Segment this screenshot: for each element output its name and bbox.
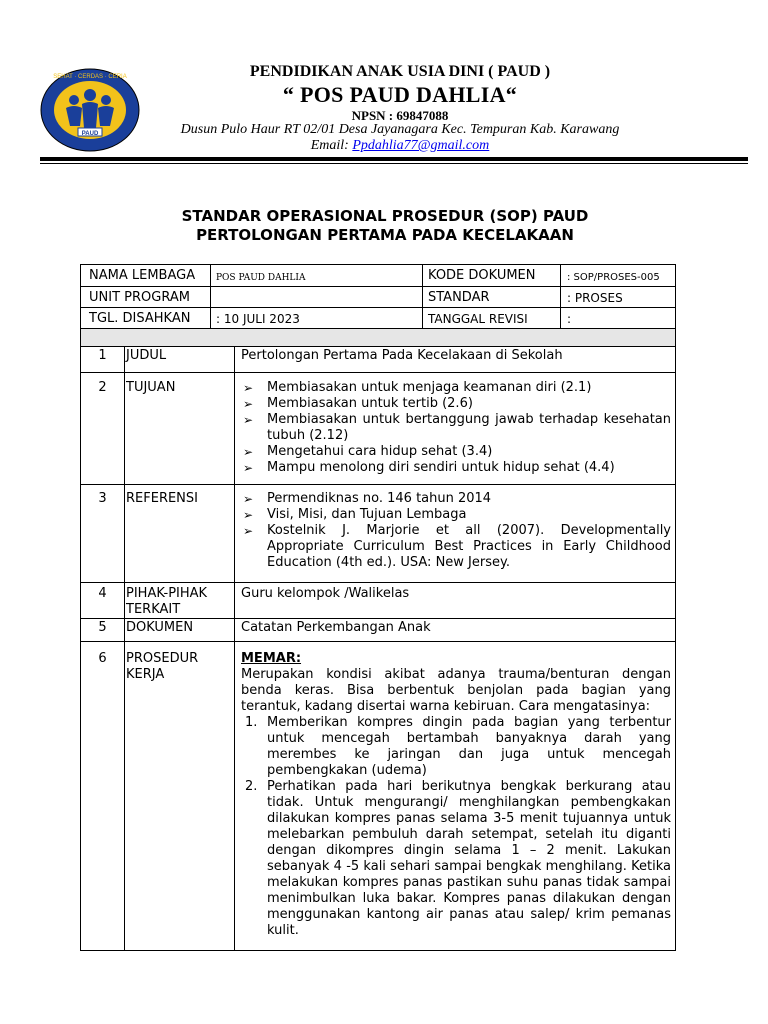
sop-table: [80, 264, 676, 951]
step-number: 2.: [245, 779, 258, 794]
row-dokumen-label: DOKUMEN: [126, 620, 194, 635]
step-text: Memberikan kompres dingin pada bagian yang terbentur untuk mencegah bertambah banyaknya darah yang merembes ke jaringan dan juga untuk mencegah pembengkakan (udema): [267, 715, 671, 778]
row-prosedur-content: [241, 651, 671, 939]
list-item: ➢ Membiasakan untuk tertib (2.6): [241, 396, 671, 412]
list-item: ➢ Mampu menolong diri sendiri untuk hidup sehat (4.4): [241, 460, 671, 476]
separator-row: [81, 328, 675, 346]
prosedur-intro: Merupakan kondisi akibat adanya trauma/benturan dengan benda keras. Bisa berbentuk benjolan pada bagian yang terantuk, kadang disertai warna kebiruan. Cara mengatasinya:: [241, 667, 671, 714]
prosedur-heading: MEMAR:: [241, 651, 302, 666]
email-label: Email:: [310, 138, 349, 153]
list-item: [241, 779, 671, 939]
nama-lembaga-label: NAMA LEMBAGA: [89, 268, 196, 283]
row-referensi-no: 3: [98, 491, 107, 506]
row-referensi-label: REFERENSI: [126, 491, 198, 506]
row-pihak-text: Guru kelompok /Walikelas: [241, 586, 410, 601]
institution-name: “ POS PAUD DAHLIA“: [282, 82, 518, 107]
tanggal-revisi-label: TANGGAL REVISI: [428, 312, 528, 326]
row-judul-label: JUDUL: [126, 348, 167, 363]
row-referensi-content: [241, 491, 671, 571]
email-link[interactable]: Ppdahlia77@gmail.com: [352, 138, 490, 153]
doc-title-line1: STANDAR OPERASIONAL PROSEDUR (SOP) PAUD: [181, 207, 589, 225]
standar-label: STANDAR: [428, 290, 490, 305]
doc-title-line2: PERTOLONGAN PERTAMA PADA KECELAKAAN: [196, 226, 574, 244]
row-tujuan-no: 2: [98, 380, 107, 395]
row-prosedur-no: 6: [98, 651, 107, 666]
row-prosedur-label: PROSEDUR KERJA: [126, 651, 199, 682]
logo-top-text: SEHAT · CERDAS · CERIA: [53, 74, 127, 80]
list-item: ➢ Permendiknas no. 146 tahun 2014: [241, 491, 671, 507]
list-item: [241, 715, 671, 779]
step-text: Perhatikan pada hari berikutnya bengkak berkurang atau tidak. Untuk mengurangi/ menghilangkan pembengkakan dilakukan kompres panas selama 3-5 menit tujuannya untuk melebarkan pembuluh darah setempat, setelah itu diganti dengan dikompres dingin selama 1 – 2 menit. Lakukan sebanyak 4 -5 kali sehari sampai bengkak menghilang. Ketika melakukan kompres panas pastikan suhu panas tidak sampai menimbulkan luka bakar. Kompres panas dilakukan dengan menggunakan kantong air panas atau salep/ krim pemanas kulit.: [267, 779, 671, 938]
row-judul-text: Pertolongan Pertama Pada Kecelakaan di Sekolah: [241, 348, 563, 363]
row-judul-no: 1: [98, 348, 107, 363]
row-tujuan-label: TUJUAN: [126, 380, 176, 395]
institution-type: PENDIDIKAN ANAK USIA DINI ( PAUD ): [249, 63, 551, 80]
list-item: ➢ Membiasakan untuk menjaga keamanan diri (2.1): [241, 380, 671, 396]
row-dokumen-text: Catatan Perkembangan Anak: [241, 620, 431, 635]
tanggal-revisi-value: :: [567, 312, 572, 326]
list-item: ➢ Mengetahui cara hidup sehat (3.4): [241, 444, 671, 460]
npsn: NPSN : 69847088: [351, 108, 449, 123]
standar-value: : PROSES: [567, 291, 623, 305]
header-rule-thin: [40, 163, 748, 164]
step-number: 1.: [245, 715, 258, 730]
row-dokumen-no: 5: [98, 620, 107, 635]
unit-program-label: UNIT PROGRAM: [89, 290, 190, 305]
kode-dokumen-label: KODE DOKUMEN: [428, 268, 536, 283]
list-item: ➢ Kostelnik J. Marjorie et all (2007). Developmentally Appropriate Curriculum Best Practices in Early Childhood Education (4th ed.). USA: New Jersey.: [241, 523, 671, 571]
tgl-disahkan-value: : 10 JULI 2023: [216, 312, 300, 326]
logo-bottom-text: PAUD: [81, 131, 99, 137]
paud-logo: [40, 68, 140, 152]
list-item: ➢ Membiasakan untuk bertanggung jawab terhadap kesehatan tubuh (2.12): [241, 412, 671, 444]
list-item: ➢ Visi, Misi, dan Tujuan Lembaga: [241, 507, 671, 523]
address: Dusun Pulo Haur RT 02/01 Desa Jayanagara Kec. Tempuran Kab. Karawang: [180, 122, 620, 137]
kode-dokumen-value: : SOP/PROSES-005: [567, 272, 660, 283]
row-tujuan-content: [241, 380, 671, 476]
row-pihak-no: 4: [98, 586, 107, 601]
email-line: [150, 138, 650, 154]
header-rule-thick: [40, 157, 748, 161]
nama-lembaga-value: POS PAUD DAHLIA: [216, 273, 306, 283]
row-pihak-label: PIHAK-PIHAK TERKAIT: [126, 586, 208, 617]
tgl-disahkan-label: TGL. DISAHKAN: [89, 311, 191, 326]
